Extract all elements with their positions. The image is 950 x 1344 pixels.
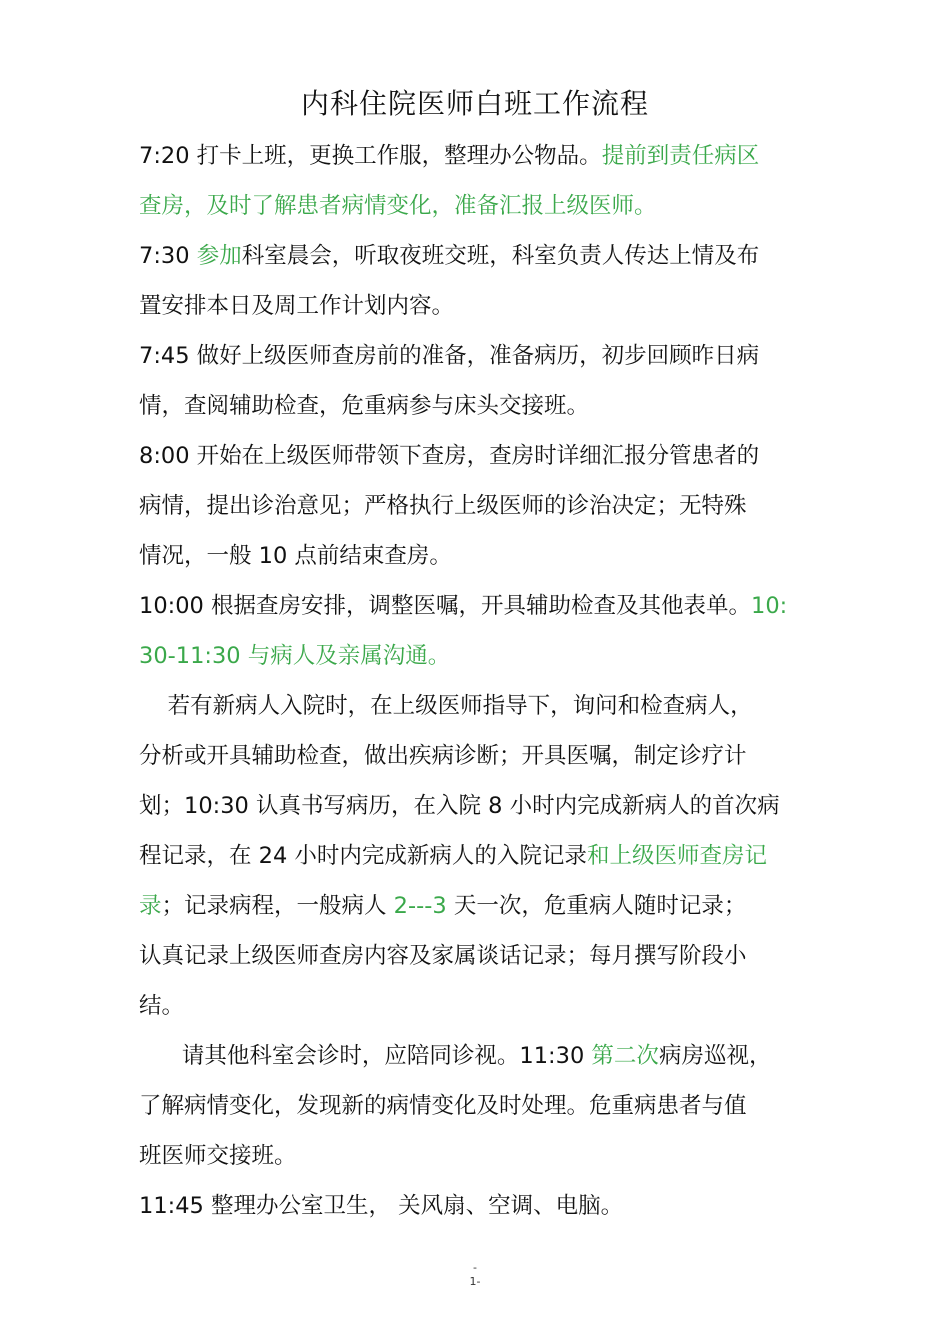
body-line: [139, 541, 452, 571]
highlighted-text: 查房，及时了解患者病情变化，准备汇报上级医师。: [139, 193, 657, 219]
body-text: 划；10:30 认真书写病历，在入院 8 小时内完成新病人的首次病: [139, 793, 780, 819]
body-text: 病房巡视，: [658, 1043, 772, 1069]
body-text: 若有新病人入院时，在上级医师指导下，询问和检查病人，: [139, 693, 753, 719]
body-line: [139, 1191, 623, 1221]
body-text: 7:30: [139, 243, 197, 269]
body-text: 7:20 打卡上班，更换工作服，整理办公物品。: [139, 143, 602, 169]
highlighted-text: 参加: [196, 243, 242, 269]
page-number: 1-: [469, 1275, 481, 1288]
body-text: 置安排本日及周工作计划内容。: [139, 293, 455, 319]
body-text: 结。: [139, 993, 185, 1019]
body-line: [139, 1091, 747, 1121]
body-line: [139, 341, 759, 371]
body-line: [139, 741, 747, 771]
highlighted-text: 30-11:30 与病人及亲属沟通。: [139, 643, 451, 669]
body-line: [139, 491, 747, 521]
highlighted-text: 2---3: [393, 893, 447, 919]
body-text: 情，查阅辅助检查，危重病参与床头交接班。: [139, 393, 590, 419]
body-text: ；记录病程，一般病人: [161, 893, 394, 919]
highlighted-text: 和上级医师查房记: [586, 843, 767, 869]
body-line: [139, 891, 746, 921]
body-text: 请其他科室会诊时，应陪同诊视。11:30: [139, 1043, 592, 1069]
body-line: [139, 691, 753, 721]
highlighted-text: 10:: [751, 593, 788, 619]
body-text: 10:00 根据查房安排，调整医嘱，开具辅助检查及其他表单。: [139, 593, 751, 619]
highlighted-text: 第二次: [591, 1043, 659, 1069]
body-line: [139, 591, 787, 621]
body-text: 病情，提出诊治意见；严格执行上级医师的诊治决定；无特殊: [139, 493, 747, 519]
document-title: 内科住院医师白班工作流程: [300, 87, 649, 120]
body-text: 8:00 开始在上级医师带领下查房，查房时详细汇报分管患者的: [139, 443, 760, 469]
body-line: [139, 841, 767, 871]
body-line: [139, 641, 450, 671]
body-text: 班医师交接班。: [139, 1143, 297, 1169]
body-text: 了解病情变化，发现新的病情变化及时处理。危重病患者与值: [139, 1093, 747, 1119]
body-line: [139, 1041, 771, 1071]
body-line: [139, 241, 759, 271]
body-line: [139, 441, 759, 471]
body-line: [139, 141, 759, 171]
body-text: 程记录，在 24 小时内完成新病人的入院记录: [139, 843, 587, 869]
body-line: [139, 191, 657, 221]
body-text: 认真记录上级医师查房内容及家属谈话记录；每月撰写阶段小: [139, 943, 747, 969]
highlighted-text: 提前到责任病区: [601, 143, 760, 169]
body-line: [139, 791, 780, 821]
highlighted-text: 录: [139, 893, 162, 919]
body-text: 7:45 做好上级医师查房前的准备，准备病历，初步回顾昨日病: [139, 343, 760, 369]
body-line: [139, 991, 184, 1021]
page-footer-dash: -: [473, 1261, 477, 1274]
body-text: 分析或开具辅助检查，做出疾病诊断；开具医嘱，制定诊疗计: [139, 743, 747, 769]
body-line: [139, 1141, 297, 1171]
body-text: 情况，一般 10 点前结束查房。: [139, 543, 452, 569]
body-text: 11:45 整理办公室卫生， 关风扇、空调、电脑。: [139, 1193, 624, 1219]
body-text: 天一次，危重病人随时记录；: [446, 893, 747, 919]
body-line: [139, 291, 454, 321]
body-line: [139, 391, 589, 421]
body-line: [139, 941, 747, 971]
body-text: 科室晨会，听取夜班交班，科室负责人传达上情及布: [241, 243, 760, 269]
